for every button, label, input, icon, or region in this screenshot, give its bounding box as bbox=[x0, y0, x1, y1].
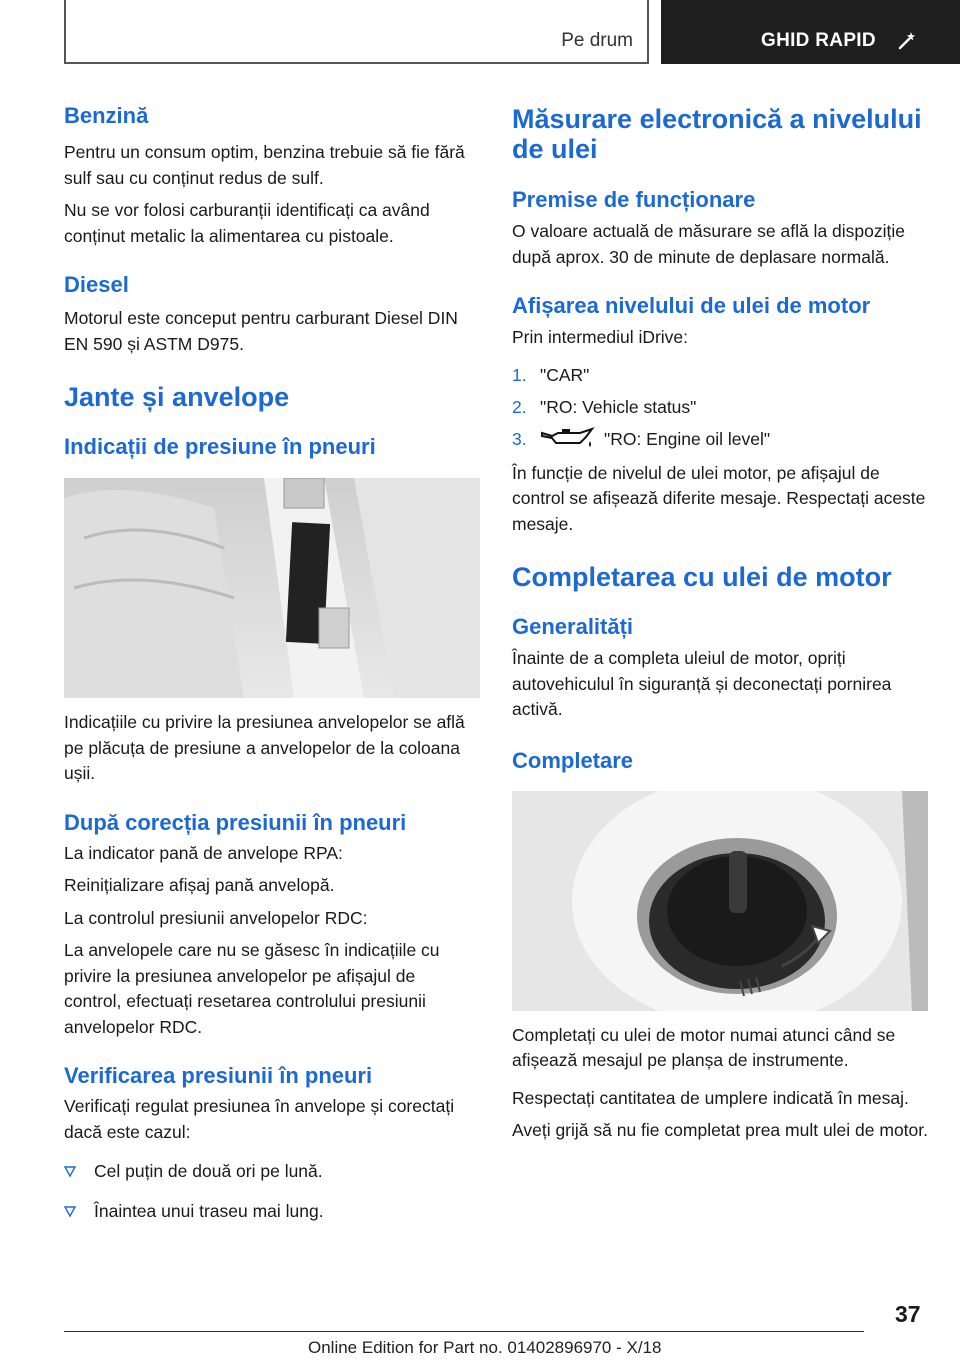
triangle-bullet-icon bbox=[64, 1166, 76, 1178]
completarea-heading: Completarea cu ulei de motor bbox=[512, 562, 892, 592]
list-item bbox=[64, 1159, 474, 1185]
corectia-text-4: La anvelopele care nu se găsesc în indicațiile cu privire la presiunea anvelopelor pe afișajul de control, efectuați resetarea controlului presiunii anvelopelor RDC. bbox=[64, 940, 440, 1037]
list-item bbox=[64, 1199, 474, 1225]
triangle-bullet-icon bbox=[64, 1206, 76, 1218]
bullet-text-1: Cel puțin de două ori pe lună. bbox=[94, 1161, 323, 1181]
quick-guide-label: GHID RAPID bbox=[761, 30, 876, 51]
corectia-text-3: La controlul presiunii anvelopelor RDC: bbox=[64, 907, 368, 928]
premise-heading: Premise de funcționare bbox=[512, 187, 756, 212]
step-text: "RO: Engine oil level" bbox=[604, 428, 771, 449]
completare-text-1: Completați cu ulei de motor numai atunci când se afișează mesajul pe planșa de instrumente. bbox=[512, 1024, 896, 1070]
completare-text-2: Respectați cantitatea de umplere indicată în mesaj. bbox=[512, 1087, 909, 1108]
quick-guide-badge bbox=[661, 0, 960, 64]
footer-divider bbox=[64, 1331, 864, 1332]
jante-heading: Jante și anvelope bbox=[64, 382, 290, 412]
corectia-text-1: La indicator pană de anvelope RPA: bbox=[64, 842, 343, 863]
verificarea-text: Verificați regulat presiunea în anvelope și corectați dacă este cazul: bbox=[64, 1096, 455, 1142]
verificarea-list bbox=[64, 1159, 474, 1224]
door-pillar-image bbox=[64, 478, 480, 698]
afisarea-text-2: În funcție de nivelul de ulei motor, pe afișajul de control se afișează diferite mesaje. Respectați aceste mesaje. bbox=[512, 462, 926, 534]
generalitati-text: Înainte de a completa uleiul de motor, opriți autovehiculul în siguranță și deconectați pornirea activă. bbox=[512, 648, 892, 719]
step-item bbox=[512, 427, 932, 459]
edition-note: Online Edition for Part no. 01402896970 - X/18 bbox=[308, 1338, 662, 1357]
benzina-heading: Benzină bbox=[64, 103, 149, 128]
step-number: 3. bbox=[512, 428, 527, 449]
benzina-text-1: Pentru un consum optim, benzina trebuie să fie fără sulf sau cu conținut redus de sulf. bbox=[64, 142, 465, 188]
diesel-heading: Diesel bbox=[64, 272, 129, 297]
verificarea-heading: Verificarea presiunii în pneuri bbox=[64, 1063, 373, 1088]
right-column bbox=[512, 100, 932, 1144]
step-text: "RO: Vehicle status" bbox=[540, 396, 697, 417]
oil-can-icon bbox=[540, 427, 596, 449]
generalitati-heading: Generalități bbox=[512, 614, 634, 639]
step-item bbox=[512, 363, 932, 395]
afisarea-text-1: Prin intermediul iDrive: bbox=[512, 327, 689, 347]
completare-text-3: Aveți grijă să nu fie completat prea mult ulei de motor. bbox=[512, 1120, 929, 1140]
benzina-text-2: Nu se vor folosi carburanții identificați ca având conținut metalic la alimentarea cu pistoale. bbox=[64, 200, 430, 246]
step-number: 1. bbox=[512, 364, 527, 385]
corectia-text-2: Reinițializare afișaj pană anvelopă. bbox=[64, 875, 335, 895]
steps-list bbox=[512, 363, 932, 459]
diesel-text: Motorul este conceput pentru carburant Diesel DIN EN 590 și ASTM D975. bbox=[64, 308, 458, 354]
oil-filler-cap-image bbox=[512, 791, 928, 1011]
step-text: "CAR" bbox=[540, 364, 590, 385]
premise-text: O valoare actuală de măsurare se află la dispoziție după aprox. 30 de minute de deplasare normală. bbox=[512, 221, 905, 267]
indicatii-heading: Indicații de presiune în pneuri bbox=[64, 434, 376, 459]
step-item bbox=[512, 395, 932, 427]
left-column bbox=[64, 100, 474, 1224]
page-number: 37 bbox=[895, 1301, 921, 1327]
afisarea-heading: Afișarea nivelului de ulei de motor bbox=[512, 293, 871, 318]
section-title: Pe drum bbox=[561, 30, 633, 51]
indicatii-caption: Indicațiile cu privire la presiunea anvelopelor se află pe plăcuța de presiune a anvelopelor de la coloana ușii. bbox=[64, 712, 465, 783]
completare-heading: Completare bbox=[512, 747, 634, 773]
step-number: 2. bbox=[512, 396, 527, 417]
header-section-box bbox=[64, 0, 649, 64]
masurare-heading: Măsurare electronică a nivelului de ulei bbox=[512, 104, 922, 164]
bullet-text-2: Înaintea unui traseu mai lung. bbox=[94, 1200, 324, 1221]
corectia-heading: După corecția presiunii în pneuri bbox=[64, 809, 407, 835]
wand-icon bbox=[897, 29, 919, 51]
